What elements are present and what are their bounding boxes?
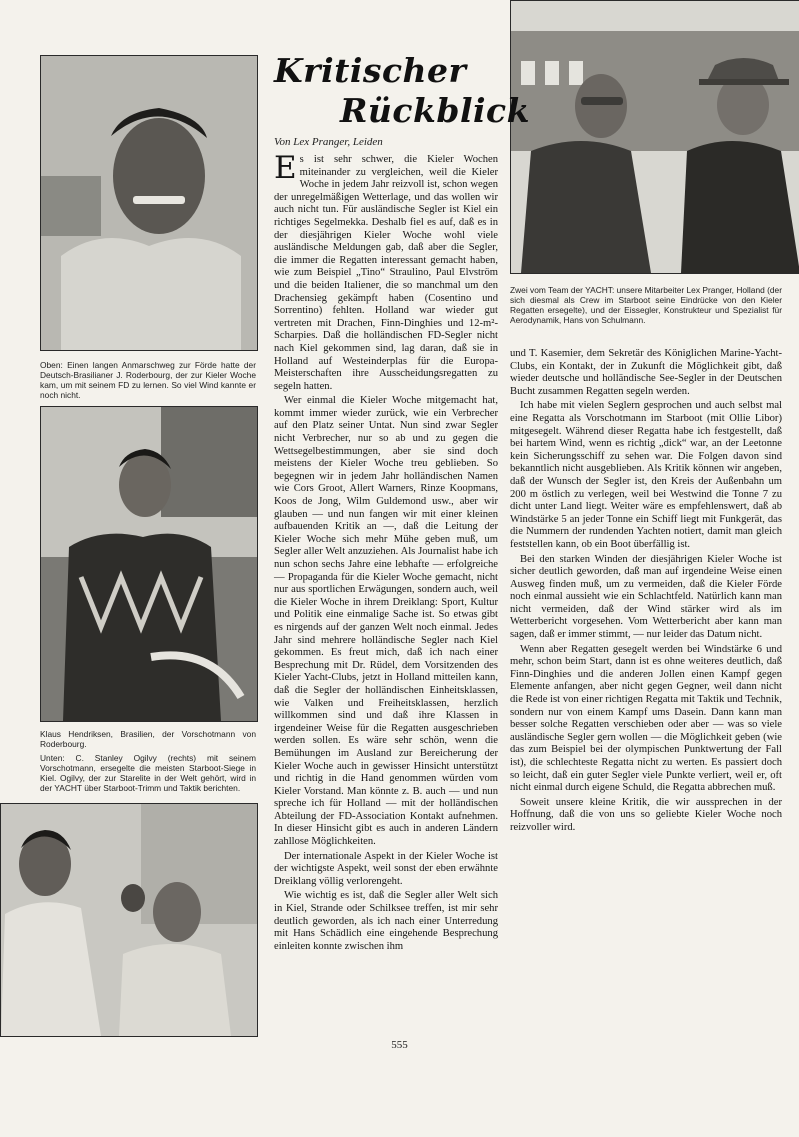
- article-paragraph: Wenn aber Regatten gesegelt werden bei Windstärke 6 und mehr, schon beim Start, dann ist es ohne weiteres deutlich, daß Finn-Dinghies und die anderen Jollen einen Kampf gegen Elemente anfangen, aber nicht gegen Gegner, weil dann nicht die Rede ist von einer richtigen Regatta mit Taktik und Technik, sondern nur von einem Kampf ums Dasein. Dann kann man besser solche Regatten verschieben oder aber — was so viele ausländische Segler gern wollen — die Möglichkeit geben (wie das zum Beispiel bei der olympischen Punktwertung der Fall ist), die schlechteste Regatta nicht zu werten. Es passiert doch so leicht, daß ein guter Segler viele Punkte verliert, weil er, oft nicht einmal durch eigene Schuld, die Regatta abbrechen muß.: [510, 643, 782, 794]
- photo-roderbourg-image: [41, 56, 257, 350]
- photo-team: [510, 0, 799, 274]
- article-paragraph: Soweit unsere kleine Kritik, die wir aussprechen in der Hoffnung, daß die von uns so geliebte Kieler Woche noch reizvoller wird.: [510, 796, 782, 833]
- page-number: 555: [391, 1039, 408, 1051]
- article-paragraph: Es ist sehr schwer, die Kieler Wochen miteinander zu vergleichen, weil die Kieler Woche in jedem Jahr reizvoll ist, schon wegen der unregelmäßigen Wetterlage, und das wollen wir auch nicht tun. Für ausländische Segler ist Kiel ein richtiges Segelmekka. Deshalb fiel es auf, daß es in der diesjährigen Kieler Woche wohl viele ausländische Meldungen gab, daß aber die Segler, die immer die Regatten interessant gemacht haben, wie zum Beispiel „Tino“ Straulino, Paul Elvström und die beiden Italiener, die so manchmal um den Drachensieg gekämpft haben (Cosentino und Sorrentino) fehlten. Holland war wieder gut vertreten mit Drachen, Finn-Dinghies und 12-m²-Scharpies. Daß die holländischen FD-Segler nicht nach Kiel gekommen sind, lag daran, daß sie in Holland auf Westeinderplas für die Europa-Meisterschaften ihre Ausscheidungsregatten zu segeln hatten.: [274, 150, 498, 392]
- article-paragraph: Wer einmal die Kieler Woche mitgemacht hat, kommt immer wieder zurück, wie ein Verbrecher auf den Platz seiner Untat. Nun sind zwar Segler nicht Verbrecher, nur so ab und zu gegen die Wettsegelbestimmungen, aber sie sind doch meistens der Kieler Woche treu geblieben. So begegnen wir in jedem Jahr holländischen Namen wie Cors Groot, Allert Warners, Rinze Koopmans, Koos de Jong, Wilm Guldemond usw., aber wir glauben — und nun fangen wir mit einer kleinen aufbauenden Kritik an —, daß die Leitung der Kieler Woche sich mehr Mühe geben muß, um Segler aller Welt anzuziehen. Als Journalist habe ich nun schon sechs Jahre eine lebhafte — erfolgreiche — Propaganda für die Kieler Woche gemacht, nicht nur aus sportlichen Erwägungen, sondern auch, weil die Kieler Woche in ihrem Dreiklang: Sport, Kultur und Politik eine einmalige Sache ist. So etwas gibt es nirgends auf der ganzen Welt noch einmal. Jedes Jahr sind mehrere holländische Segler nach Kiel gekommen. Es freut mich, daß ich nach einer Besprechung mit Dr. Rüdel, dem Vorsitzenden des Kieler Yacht-Clubs, jetzt in Holland mitteilen kann, daß die Segler der holländischen Einheitsklassen, wie Valken und Freiheitsklassen, herzlich willkommen sind und daß ihre Klassen in irgendeiner Weise für die Regatten ausgeschrieben werden sollen. Es wäre sehr schön, wenn die Bemühungen im Ausland zur Bereicherung der Kieler Woche auch in gewisser Hinsicht unterstützt und richtig in die Hand genommen würden vom Kieler Vorstand. Man könnte z. B. auch — und nun spreche ich für Holland — mit der holländischen Abteilung der FD-Association Kontakt aufnehmen. In dieser Hinsicht gibt es auch in anderen Ländern zahllose Möglichkeiten.: [274, 395, 498, 848]
- photo-hendriksen-image: [41, 407, 257, 721]
- caption-mitte: Klaus Hendriksen, Brasilien, der Vorschotmann von Roderbourg.: [40, 729, 256, 749]
- article-title-line1: Kritischer: [274, 51, 467, 90]
- article-paragraph: Wie wichtig es ist, daß die Segler aller Welt sich in Kiel, Strande oder Schilksee treffen, ist mir sehr deutlich geworden, als ich nach einer Unterredung mit Hans Schädlich eine eingehende Besprechung einleiten konnte zwischen ihm: [274, 890, 498, 952]
- caption-unten: Unten: C. Stanley Ogilvy (rechts) mit seinem Vorschotmann, ersegelte die meisten Starboot-Siege in Kiel. Ogilvy, der zur Starelite in der Welt gehört, wird in der YACHT über Starboot-Trimm und Taktik berichten.: [40, 753, 256, 793]
- caption-oben: Oben: Einen langen Anmarschweg zur Förde hatte der Deutsch-Brasilianer J. Roderbourg, der zur Kieler Woche kam, um mit seinem FD zu lernen. So viel Wind kannte er noch nicht.: [40, 360, 256, 400]
- photo-roderbourg: [40, 55, 258, 351]
- photo-hendriksen: [40, 406, 258, 722]
- photo-ogilvy-image: [1, 804, 257, 1036]
- article-title-line2: Rückblick: [340, 91, 530, 130]
- article-column-1: [274, 150, 498, 955]
- caption-team: Zwei vom Team der YACHT: unsere Mitarbeiter Lex Pranger, Holland (der sich diesmal als Crew im Starboot seine Eindrücke von den Kieler Regatten ersegelte), und der Eissegler, Konstrukteur und Spezialist für Aerodynamik, Hans von Schulmann.: [510, 285, 782, 325]
- photo-team-image: [511, 1, 799, 273]
- article-paragraph: Ich habe mit vielen Seglern gesprochen und auch selbst mal eine Regatta als Vorschotmann im Starboot (mit Ollie Libor) mitgesegelt. Während dieser Regatta habe ich festgestellt, daß bei hartem Wind, wenn es richtig „dick“ war, an der Leetonne kein Sicherungsschiff zu sehen war. Die Folgen davon sind bekanntlich nicht ausgeblieben. Als Kritik können wir angeben, daß der Wunsch der Segler ist, den Kreis der Außenbahn um 200 m östlich zu verlegen, weil bei Westwind die Tonne 7 zu dicht unter Land liegt. Weiter wäre es empfehlenswert, daß ab Windstärke 5 an jeder Tonne ein Schiff liegt mit Funkgerät, das die Nummern der rundenden Yachten notiert, damit man gleich feststellen kann, ob ein Boot überfällig ist.: [510, 400, 782, 550]
- photo-ogilvy: [0, 803, 258, 1037]
- article-byline: Von Lex Pranger, Leiden: [274, 136, 383, 148]
- article-column-2: [510, 348, 782, 837]
- article-paragraph: Der internationale Aspekt in der Kieler Woche ist der wichtigste Aspekt, weil sonst der eben erwähnte Dreiklang völlig verlorengeht.: [274, 850, 498, 887]
- drop-cap: E: [274, 150, 297, 186]
- article-paragraph: und T. Kasemier, dem Sekretär des Königlichen Marine-Yacht-Clubs, ein Kontakt, der in Zukunft die Möglichkeit gibt, daß wieder deutsche und holländische See-Segler in der Deutschen Bucht zusammen Regatten segeln werden.: [510, 348, 782, 397]
- article-paragraph: Bei den starken Winden der diesjährigen Kieler Woche ist sicher deutlich geworden, daß man auf irgendeine Weise einen Ausweg finden muß, um zu vermeiden, daß die Kieler Förde noch einmal aussieht wie ein Schlachtfeld. Natürlich kann man nicht vermeiden, daß der Wind stärker wird als im Wetterbericht vorgesehen. Vom Wetterbericht aber kann man sagen, daß er immer stimmt, — nur leider das Datum nicht.: [510, 553, 782, 641]
